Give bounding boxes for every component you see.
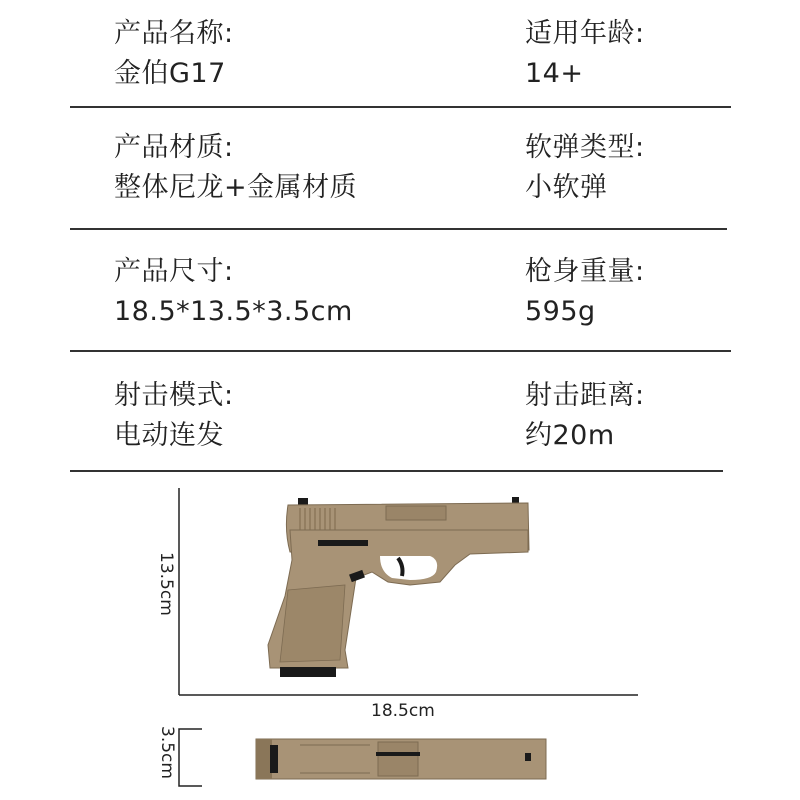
spec-value: 小软弹 [525, 172, 608, 203]
spec-value: 595g [525, 296, 596, 327]
spec-label: 适用年龄: [525, 18, 645, 49]
spec-value: 14+ [525, 58, 584, 89]
spec-label: 产品名称: [114, 18, 234, 49]
spec-value: 整体尼龙+金属材质 [114, 172, 358, 203]
dimension-width-label: 3.5cm [157, 726, 177, 779]
spec-value: 金伯G17 [114, 58, 226, 89]
spec-value: 18.5*13.5*3.5cm [114, 296, 353, 327]
spec-label: 产品尺寸: [114, 256, 234, 287]
spec-label: 产品材质: [114, 132, 234, 163]
spec-label: 射击模式: [114, 380, 234, 411]
spec-value: 电动连发 [114, 420, 224, 451]
spec-label: 软弹类型: [525, 132, 645, 163]
spec-label: 枪身重量: [525, 256, 645, 287]
spec-value: 约20m [525, 420, 615, 451]
spec-label: 射击距离: [525, 380, 645, 411]
dimension-height-label: 13.5cm [156, 552, 176, 616]
dimension-length-label: 18.5cm [371, 701, 435, 721]
